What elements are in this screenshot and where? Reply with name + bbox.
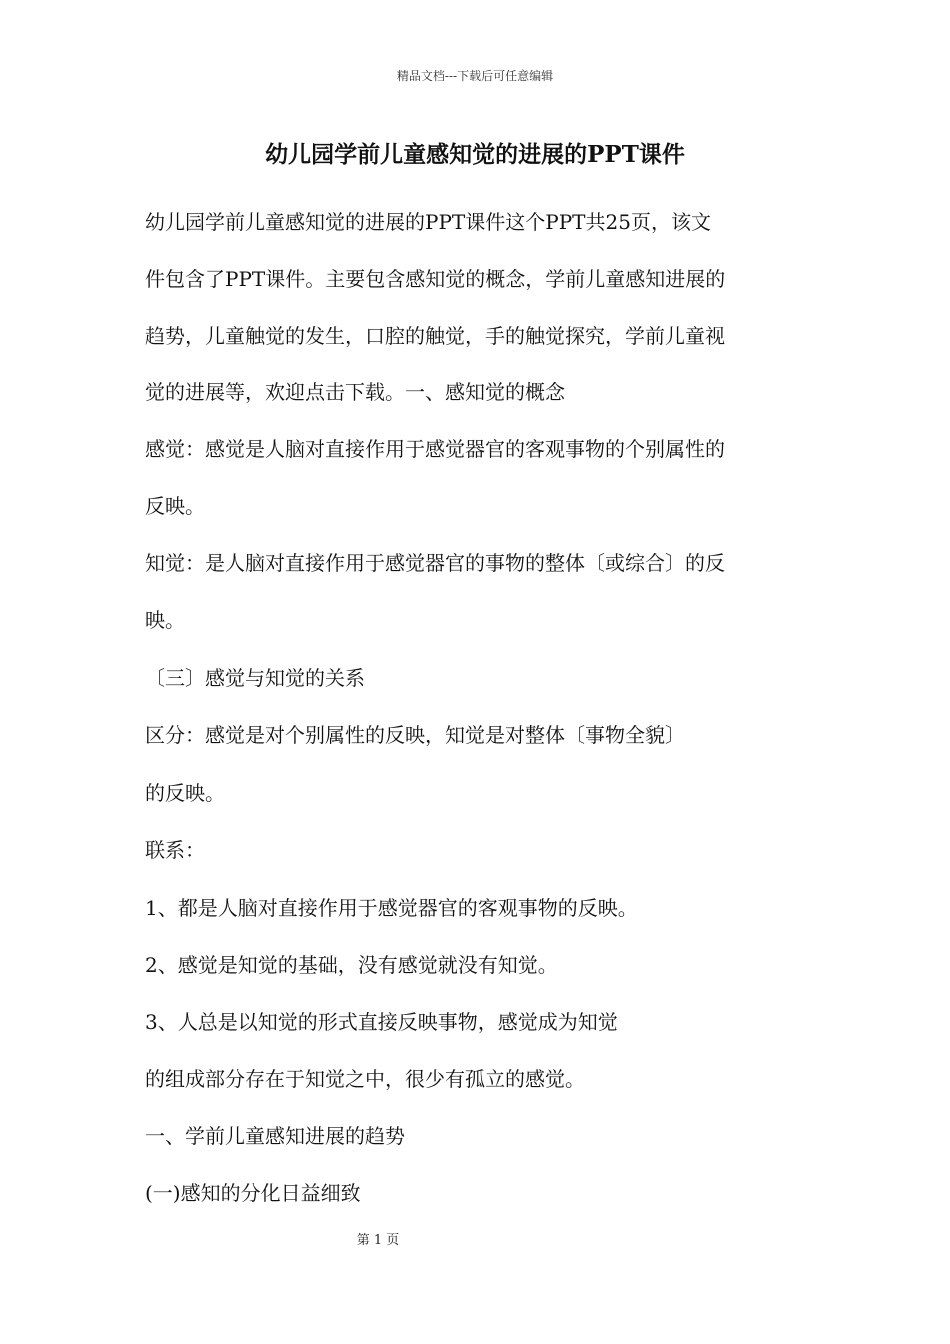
paragraph-line: 件包含了PPT课件。主要包含感知觉的概念，学前儿童感知进展的 (145, 267, 726, 291)
paragraph-line: 的反映。 (145, 781, 225, 805)
paragraph-line: 觉的进展等，欢迎点击下载。一、感知觉的概念 (145, 380, 565, 404)
paragraph-line: 联系： (145, 838, 205, 862)
list-item: 1、都是人脑对直接作用于感觉器官的客观事物的反映。 (145, 896, 638, 920)
list-item: 2、感觉是知觉的基础，没有感觉就没有知觉。 (145, 953, 558, 977)
subsection-heading: (一)感知的分化日益细致 (145, 1181, 361, 1205)
paragraph-line: 反映。 (145, 494, 205, 518)
document-title: 幼儿园学前儿童感知觉的进展的PPT课件 (265, 141, 685, 168)
list-item: 的组成部分存在于知觉之中，很少有孤立的感觉。 (145, 1067, 585, 1091)
section-heading: 〔三〕感觉与知觉的关系 (145, 666, 365, 690)
paragraph-line: 知觉：是人脑对直接作用于感觉器官的事物的整体〔或综合〕的反 (145, 551, 725, 575)
paragraph-line: 区分：感觉是对个别属性的反映，知觉是对整体〔事物全貌〕 (145, 723, 685, 747)
paragraph-line: 映。 (145, 608, 185, 632)
page-header: 精品文档---下载后可任意编辑 (396, 69, 554, 83)
paragraph-line: 感觉：感觉是人脑对直接作用于感觉器官的客观事物的个别属性的 (145, 437, 725, 461)
list-item: 3、人总是以知觉的形式直接反映事物，感觉成为知觉 (145, 1010, 618, 1034)
page-number: 第 1 页 (356, 1233, 400, 1248)
paragraph-line: 幼儿园学前儿童感知觉的进展的PPT课件这个PPT共25页，该文 (145, 210, 711, 234)
section-heading: 一、学前儿童感知进展的趋势 (145, 1124, 405, 1148)
paragraph-line: 趋势，儿童触觉的发生，口腔的触觉，手的触觉探究，学前儿童视 (145, 324, 725, 348)
